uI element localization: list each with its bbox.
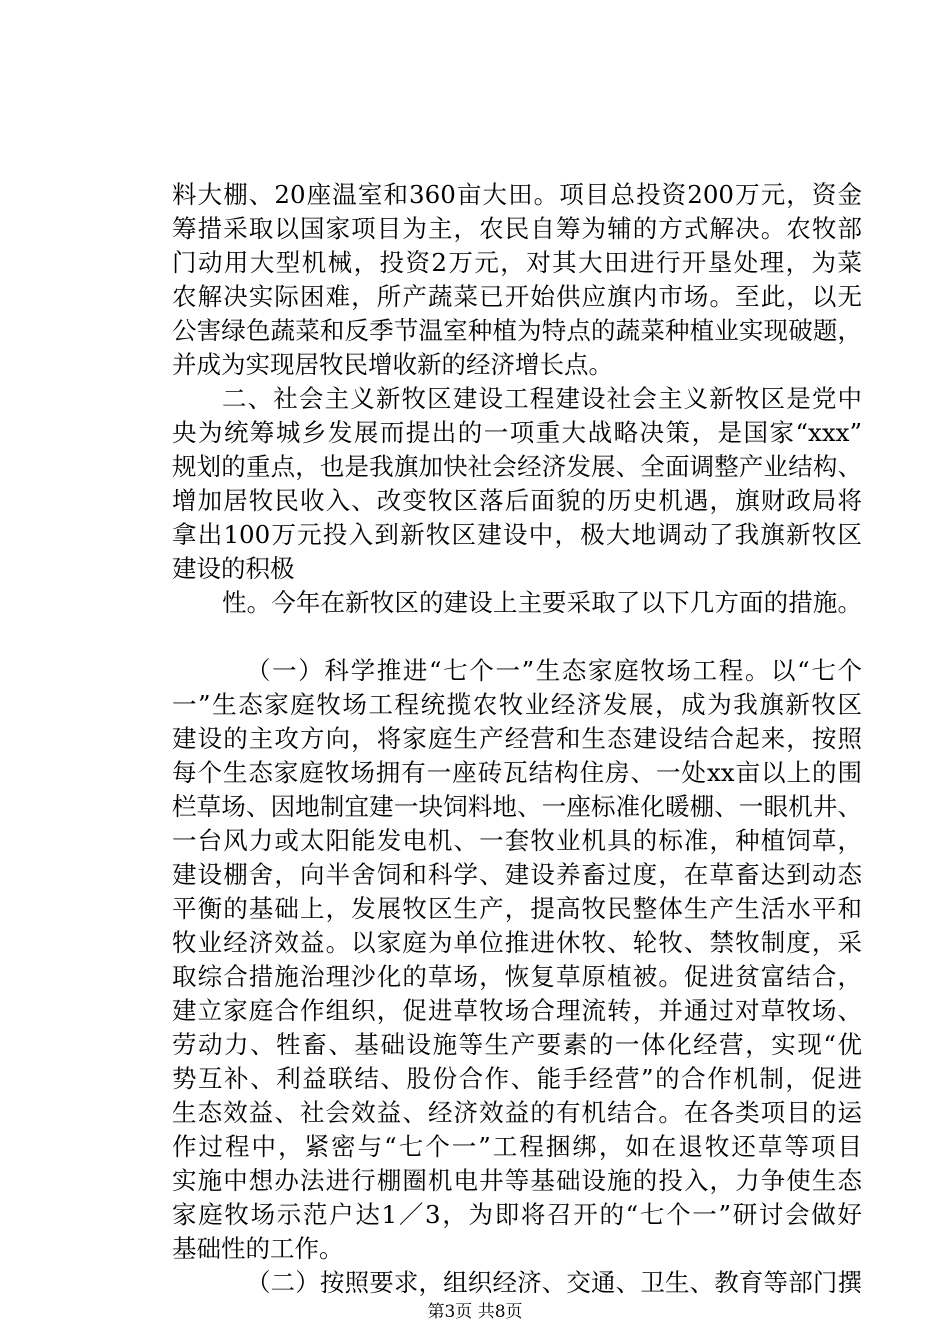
paragraph-line: 筹措采取以国家项目为主，农民自筹为辅的方式解决。农牧部 — [172, 214, 862, 243]
paragraph-line: 料大棚、20座温室和360亩大田。项目总投资200万元，资金 — [172, 180, 862, 209]
paragraph-line: 央为统筹城乡发展而提出的一项重大战略决策，是国家“xxx” — [172, 418, 862, 447]
paragraph-line: 取综合措施治理沙化的草场，恢复草原植被。促进贫富结合， — [172, 962, 862, 991]
paragraph-line: 家庭牧场示范户达1／3，为即将召开的“七个一”研讨会做好 — [172, 1200, 862, 1229]
paragraph-line: 作过程中，紧密与“七个一”工程捆绑，如在退牧还草等项目 — [172, 1132, 862, 1161]
paragraph-line: 公害绿色蔬菜和反季节温室种植为特点的蔬菜种植业实现破题， — [172, 316, 862, 345]
paragraph-line: 性。今年在新牧区的建设上主要采取了以下几方面的措施。 — [222, 588, 862, 617]
paragraph-line: 每个生态家庭牧场拥有一座砖瓦结构住房、一处xx亩以上的围 — [172, 758, 862, 787]
paragraph-line: 势互补、利益联结、股份合作、能手经营”的合作机制，促进 — [172, 1064, 862, 1093]
paragraph-line: 农解决实际困难，所产蔬菜已开始供应旗内市场。至此，以无 — [172, 282, 862, 311]
paragraph-line: 建设的积极 — [172, 554, 295, 583]
paragraph-line: 并成为实现居牧民增收新的经济增长点。 — [172, 350, 613, 379]
paragraph-line: 牧业经济效益。以家庭为单位推进休牧、轮牧、禁牧制度，采 — [172, 928, 862, 957]
paragraph-line: 二、社会主义新牧区建设工程建设社会主义新牧区是党中 — [222, 384, 862, 413]
paragraph-line: （二）按照要求，组织经济、交通、卫生、教育等部门撰 — [246, 1268, 862, 1297]
paragraph-line: 建设的主攻方向，将家庭生产经营和生态建设结合起来，按照 — [172, 724, 862, 753]
paragraph-line: 平衡的基础上，发展牧区生产，提高牧民整体生产生活水平和 — [172, 894, 862, 923]
page-number-footer: 第3页 共8页 — [427, 1302, 523, 1322]
paragraph-line: 生态效益、社会效益、经济效益的有机结合。在各类项目的运 — [172, 1098, 862, 1127]
paragraph-line: 门动用大型机械，投资2万元，对其大田进行开垦处理，为菜 — [172, 248, 862, 277]
paragraph-line: 建立家庭合作组织，促进草牧场合理流转，并通过对草牧场、 — [172, 996, 862, 1025]
paragraph-line: 栏草场、因地制宜建一块饲料地、一座标准化暖棚、一眼机井、 — [172, 792, 862, 821]
paragraph-line: 拿出100万元投入到新牧区建设中，极大地调动了我旗新牧区 — [172, 520, 862, 549]
paragraph-line: 实施中想办法进行棚圈机电井等基础设施的投入，力争使生态 — [172, 1166, 862, 1195]
paragraph-line: 规划的重点，也是我旗加快社会经济发展、全面调整产业结构、 — [172, 452, 862, 481]
paragraph-line: 基础性的工作。 — [172, 1234, 344, 1263]
paragraph-line: （一）科学推进“七个一”生态家庭牧场工程。以“七个 — [246, 656, 862, 685]
paragraph-line: 一”生态家庭牧场工程统揽农牧业经济发展，成为我旗新牧区 — [172, 690, 862, 719]
paragraph-line: 劳动力、牲畜、基础设施等生产要素的一体化经营，实现“优 — [172, 1030, 862, 1059]
paragraph-line: 一台风力或太阳能发电机、一套牧业机具的标准，种植饲草， — [172, 826, 862, 855]
paragraph-line: 增加居牧民收入、改变牧区落后面貌的历史机遇，旗财政局将 — [172, 486, 862, 515]
paragraph-line: 建设棚舍，向半舍饲和科学、建设养畜过度，在草畜达到动态 — [172, 860, 862, 889]
